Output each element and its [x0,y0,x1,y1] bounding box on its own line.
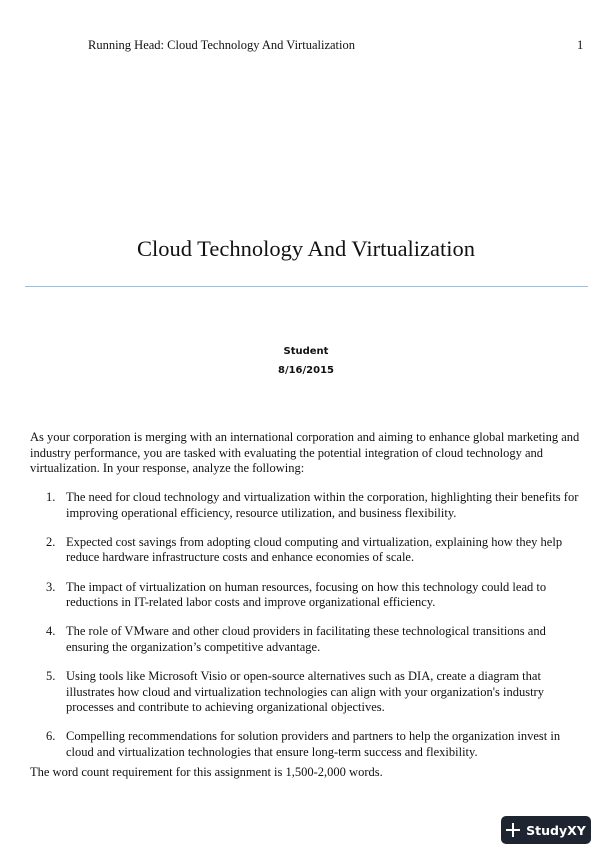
list-item-number: 2. [46,534,56,549]
list-item [30,669,586,716]
word-count-note: The word count requirement for this assignment is 1,500-2,000 words. [30,765,383,779]
list-item [30,580,586,611]
list-item-number: 4. [46,624,56,639]
author: Student [283,346,329,357]
list-item-number: 3. [46,579,56,594]
studyxy-badge[interactable] [501,816,591,844]
list-item-text: The need for cloud technology and virtualization within the corporation, highlighting their benefits for improving operational efficiency, resource utilization, and business flexibility. [66,490,579,520]
list-item-text: The impact of virtualization on human resources, focusing on how this technology could lead to reductions in IT-related labor costs and improve organizational efficiency. [66,579,547,610]
list-item-number: 5. [46,669,56,684]
running-head: Running Head: Cloud Technology And Virtualization [88,38,355,52]
list-item [30,624,586,655]
badge-label: StudyXY [526,822,586,838]
task-list [30,490,586,774]
document-title: Cloud Technology And Virtualization [136,236,476,261]
page-number: 1 [577,38,584,52]
list-item [30,535,586,566]
list-item-text: Expected cost savings from adopting cloud computing and virtualization, explaining how they help reduce hardware infrastructure costs and enhance economies of scale. [66,534,563,565]
list-item-number: 6. [46,729,56,744]
list-item-text: Compelling recommendations for solution providers and partners to help the organization invest in cloud and virtualization technologies that ensure long-term success and flexibility. [66,729,561,759]
list-item-text: Using tools like Microsoft Visio or open-source alternatives such as DIA, create a diagram that illustrates how cloud and virtualization technologies can align with your organization's industry processes and contribute to achieving organizational objectives. [66,669,544,715]
title-divider [25,286,588,287]
list-item-text: The role of VMware and other cloud providers in facilitating these technological transitions and ensuring the organization’s competitive advantage. [66,624,546,654]
list-item [30,490,586,521]
date: 8/16/2015 [277,365,334,376]
intro-paragraph: As your corporation is merging with an international corporation and aiming to enhance global marketing and industry performance, you are tasked with evaluating the potential integration of cloud technology and virtualization. In your response, analyze the following: [30,430,580,475]
list-item-number: 1. [46,490,56,504]
plus-icon [506,823,520,837]
list-item [30,729,586,760]
